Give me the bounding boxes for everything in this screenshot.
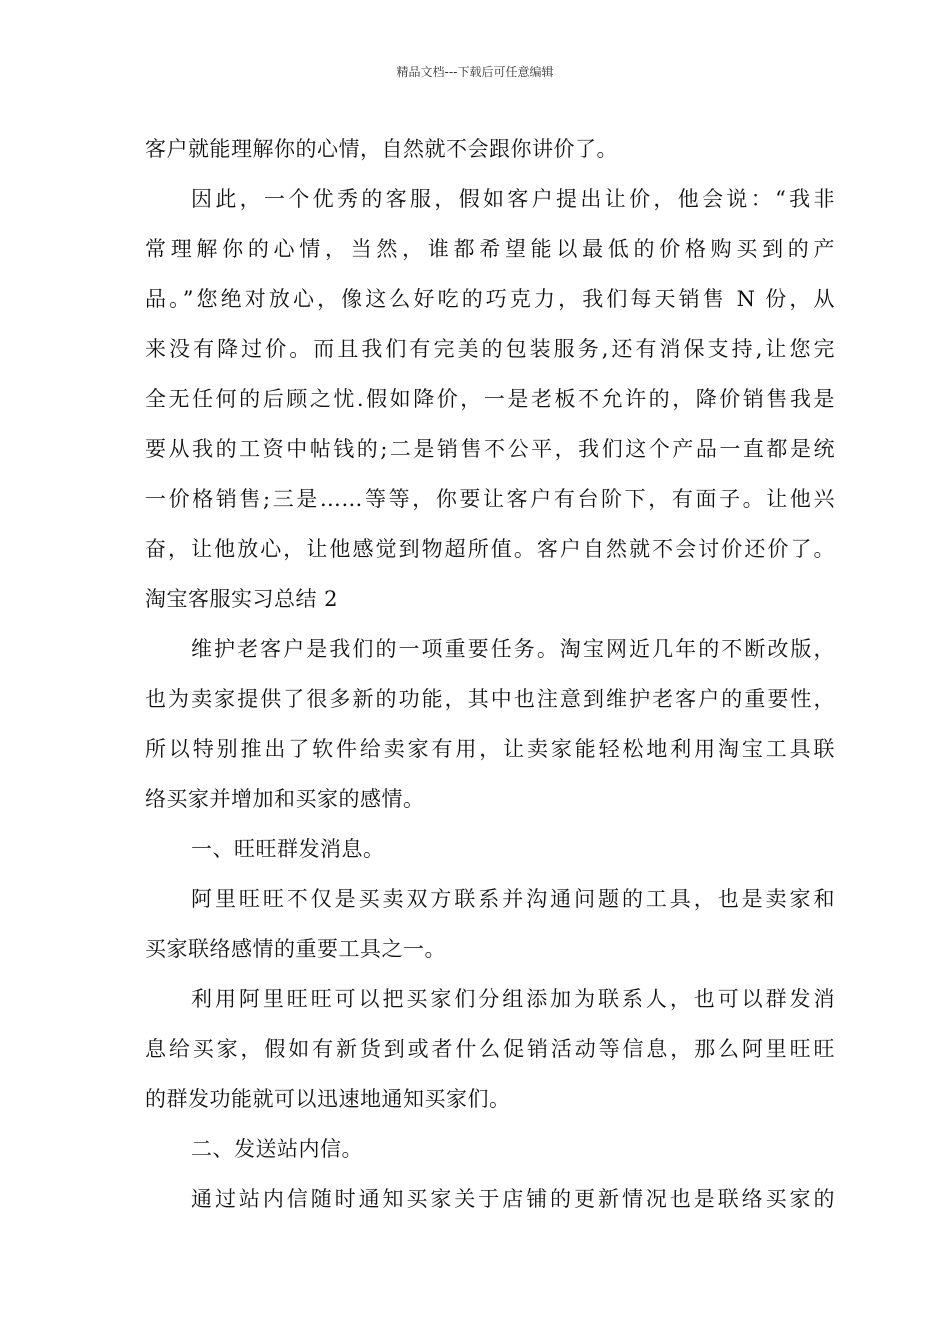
page-header: 精品文档---下载后可任意编辑	[396, 65, 554, 79]
text-line: 所以特别推出了软件给卖家有用，让卖家能轻松地利用淘宝工具联	[145, 737, 835, 761]
text-line: 常理解你的心情，当然，谁都希望能以最低的价格购买到的产	[145, 237, 835, 261]
document-body	[145, 124, 835, 1224]
text-line: 息给买家，假如有新货到或者什么促销活动等信息，那么阿里旺旺	[145, 1037, 835, 1061]
text-line: 一价格销售;三是……等等，你要让客户有台阶下，有面子。让他兴	[145, 487, 835, 511]
text-line: 奋，让他放心，让他感觉到物超所值。客户自然就不会讨价还价了。	[145, 537, 835, 561]
text-line: 的群发功能就可以迅速地通知买家们。	[145, 1087, 511, 1111]
text-line: 通过站内信随时通知买家关于店铺的更新情况也是联络买家的	[191, 1187, 835, 1211]
subheading: 一、旺旺群发消息。	[191, 837, 385, 861]
text-line: 客户就能理解你的心情，自然就不会跟你讲价了。	[145, 137, 618, 161]
text-line: 也为卖家提供了很多新的功能，其中也注意到维护老客户的重要性，	[145, 687, 835, 711]
text-line: 品。”您绝对放心，像这么好吃的巧克力，我们每天销售 N 份，从	[145, 287, 835, 311]
section-heading: 淘宝客服实习总结 2	[145, 587, 339, 611]
text-line: 阿里旺旺不仅是买卖双方联系并沟通问题的工具，也是卖家和	[191, 887, 835, 911]
text-line: 利用阿里旺旺可以把买家们分组添加为联系人，也可以群发消	[191, 987, 835, 1011]
text-line: 要从我的工资中帖钱的;二是销售不公平，我们这个产品一直都是统	[145, 437, 835, 461]
text-line: 因此，一个优秀的客服，假如客户提出让价，他会说：“我非	[191, 187, 835, 211]
text-line: 买家联络感情的重要工具之一。	[145, 937, 446, 961]
text-line: 维护老客户是我们的一项重要任务。淘宝网近几年的不断改版，	[191, 637, 835, 661]
text-line: 全无任何的后顾之忧.假如降价，一是老板不允许的，降价销售我是	[145, 387, 835, 411]
text-line: 络买家并增加和买家的感情。	[145, 787, 425, 811]
text-line: 来没有降过价。而且我们有完美的包装服务,还有消保支持,让您完	[145, 337, 835, 361]
subheading: 二、发送站内信。	[191, 1137, 363, 1161]
